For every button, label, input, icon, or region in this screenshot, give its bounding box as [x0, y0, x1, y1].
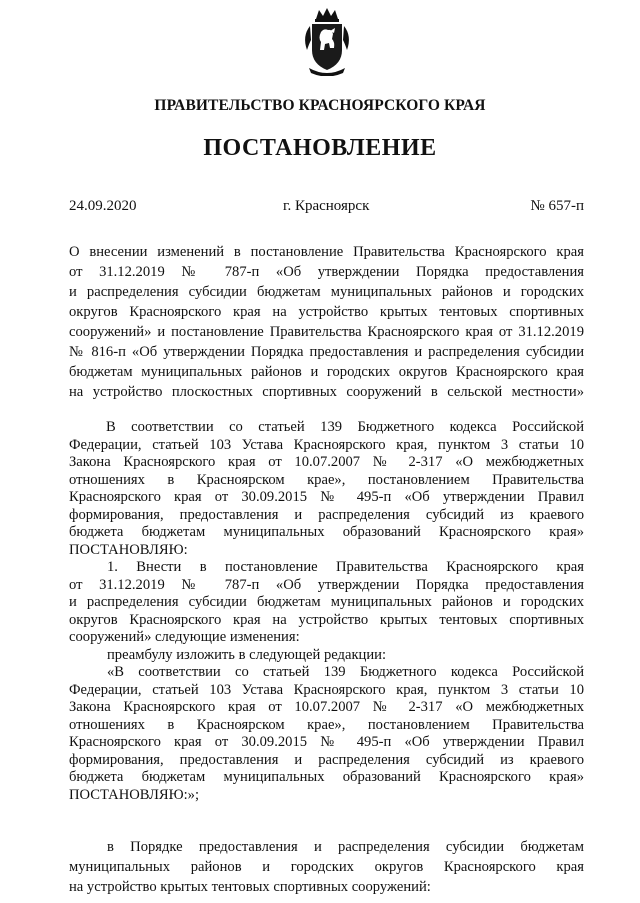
body-line: формирования, предоставления и распределения субсидий из краевого	[69, 751, 584, 768]
subject-line: сооружений» и постановление Правительства Красноярского края от 31.12.2019	[69, 324, 584, 340]
body-line: округов Красноярского края на устройство крытых тентовых спортивных	[69, 611, 584, 628]
body-line: Федерации, статьей 103 Устава Красноярского края, пунктом 3 статьи 10	[69, 436, 584, 453]
document-type: ПОСТАНОВЛЕНИЕ	[203, 135, 437, 161]
body-line: формирования, предоставления и распределения субсидий из краевого	[69, 506, 584, 523]
body-line: в Порядке предоставления и распределения субсидии бюджетам	[107, 839, 584, 855]
body-line: и распределения субсидии бюджетам муниципальных районов и городских	[69, 594, 584, 610]
coat-of-arms-icon	[299, 6, 355, 76]
body-line: ПОСТАНОВЛЯЮ:»;	[69, 786, 200, 803]
document-date: 24.09.2020	[69, 198, 137, 214]
subject-line: О внесении изменений в постановление Правительства Красноярского края	[69, 244, 584, 260]
subject-line: округов Красноярского края на устройство крытых тентовых спортивных	[69, 304, 584, 320]
body-line: Федерации, статьей 103 Устава Красноярского края, пунктом 3 статьи 10	[69, 681, 584, 698]
government-title: ПРАВИТЕЛЬСТВО КРАСНОЯРСКОГО КРАЯ	[154, 97, 486, 114]
document-number: № 657-п	[530, 198, 584, 214]
body-line: Красноярского края от 30.09.2015 № 495-п «Об утверждении Правил	[69, 489, 584, 505]
subject-line: № 816-п «Об утверждении Порядка предоставления и распределения субсидии	[69, 344, 584, 360]
subject-line: и распределения субсидии бюджетам муниципальных районов и городских	[69, 284, 584, 300]
body-line: от 31.12.2019 № 787-п «Об утверждении Порядка предоставления	[69, 576, 584, 593]
subject-line: бюджетам муниципальных районов и городских округов Красноярского края	[69, 364, 584, 380]
body-line: В соответствии со статьей 139 Бюджетного кодекса Российской	[106, 419, 584, 435]
body-line: «В соответствии со статьей 139 Бюджетного кодекса Российской	[107, 664, 584, 680]
document-meta	[69, 198, 584, 218]
body-line: Закона Красноярского края от 10.07.2007 № 2-317 «О межбюджетных	[69, 454, 584, 470]
body-line: ПОСТАНОВЛЯЮ:	[69, 541, 188, 558]
body-line: сооружений» следующие изменения:	[69, 629, 300, 645]
body-line: Закона Красноярского края от 10.07.2007 № 2-317 «О межбюджетных	[69, 699, 584, 715]
body-line: Красноярского края от 30.09.2015 № 495-п «Об утверждении Правил	[69, 734, 584, 750]
body-line: муниципальных районов и городских округов Красноярского края	[69, 859, 584, 875]
body-line: преамбулу изложить в следующей редакции:	[107, 646, 387, 663]
document-city: г. Красноярск	[283, 198, 370, 214]
body-line: отношениях в Красноярском крае», постановлением Правительства	[69, 716, 584, 733]
body-line: отношениях в Красноярском крае», постановлением Правительства	[69, 471, 584, 488]
body-line: 1. Внести в постановление Правительства Красноярского края	[107, 559, 584, 575]
body-line: бюджета бюджетам муниципальных образований Красноярского края»	[69, 769, 584, 785]
body-line: бюджета бюджетам муниципальных образований Красноярского края»	[69, 524, 584, 540]
subject-line: от 31.12.2019 № 787-п «Об утверждении Порядка предоставления	[69, 264, 584, 280]
subject-line: на устройство плоскостных спортивных сооружений в сельской местности»	[69, 384, 584, 400]
body-line: на устройство крытых тентовых спортивных сооружений:	[69, 879, 431, 895]
